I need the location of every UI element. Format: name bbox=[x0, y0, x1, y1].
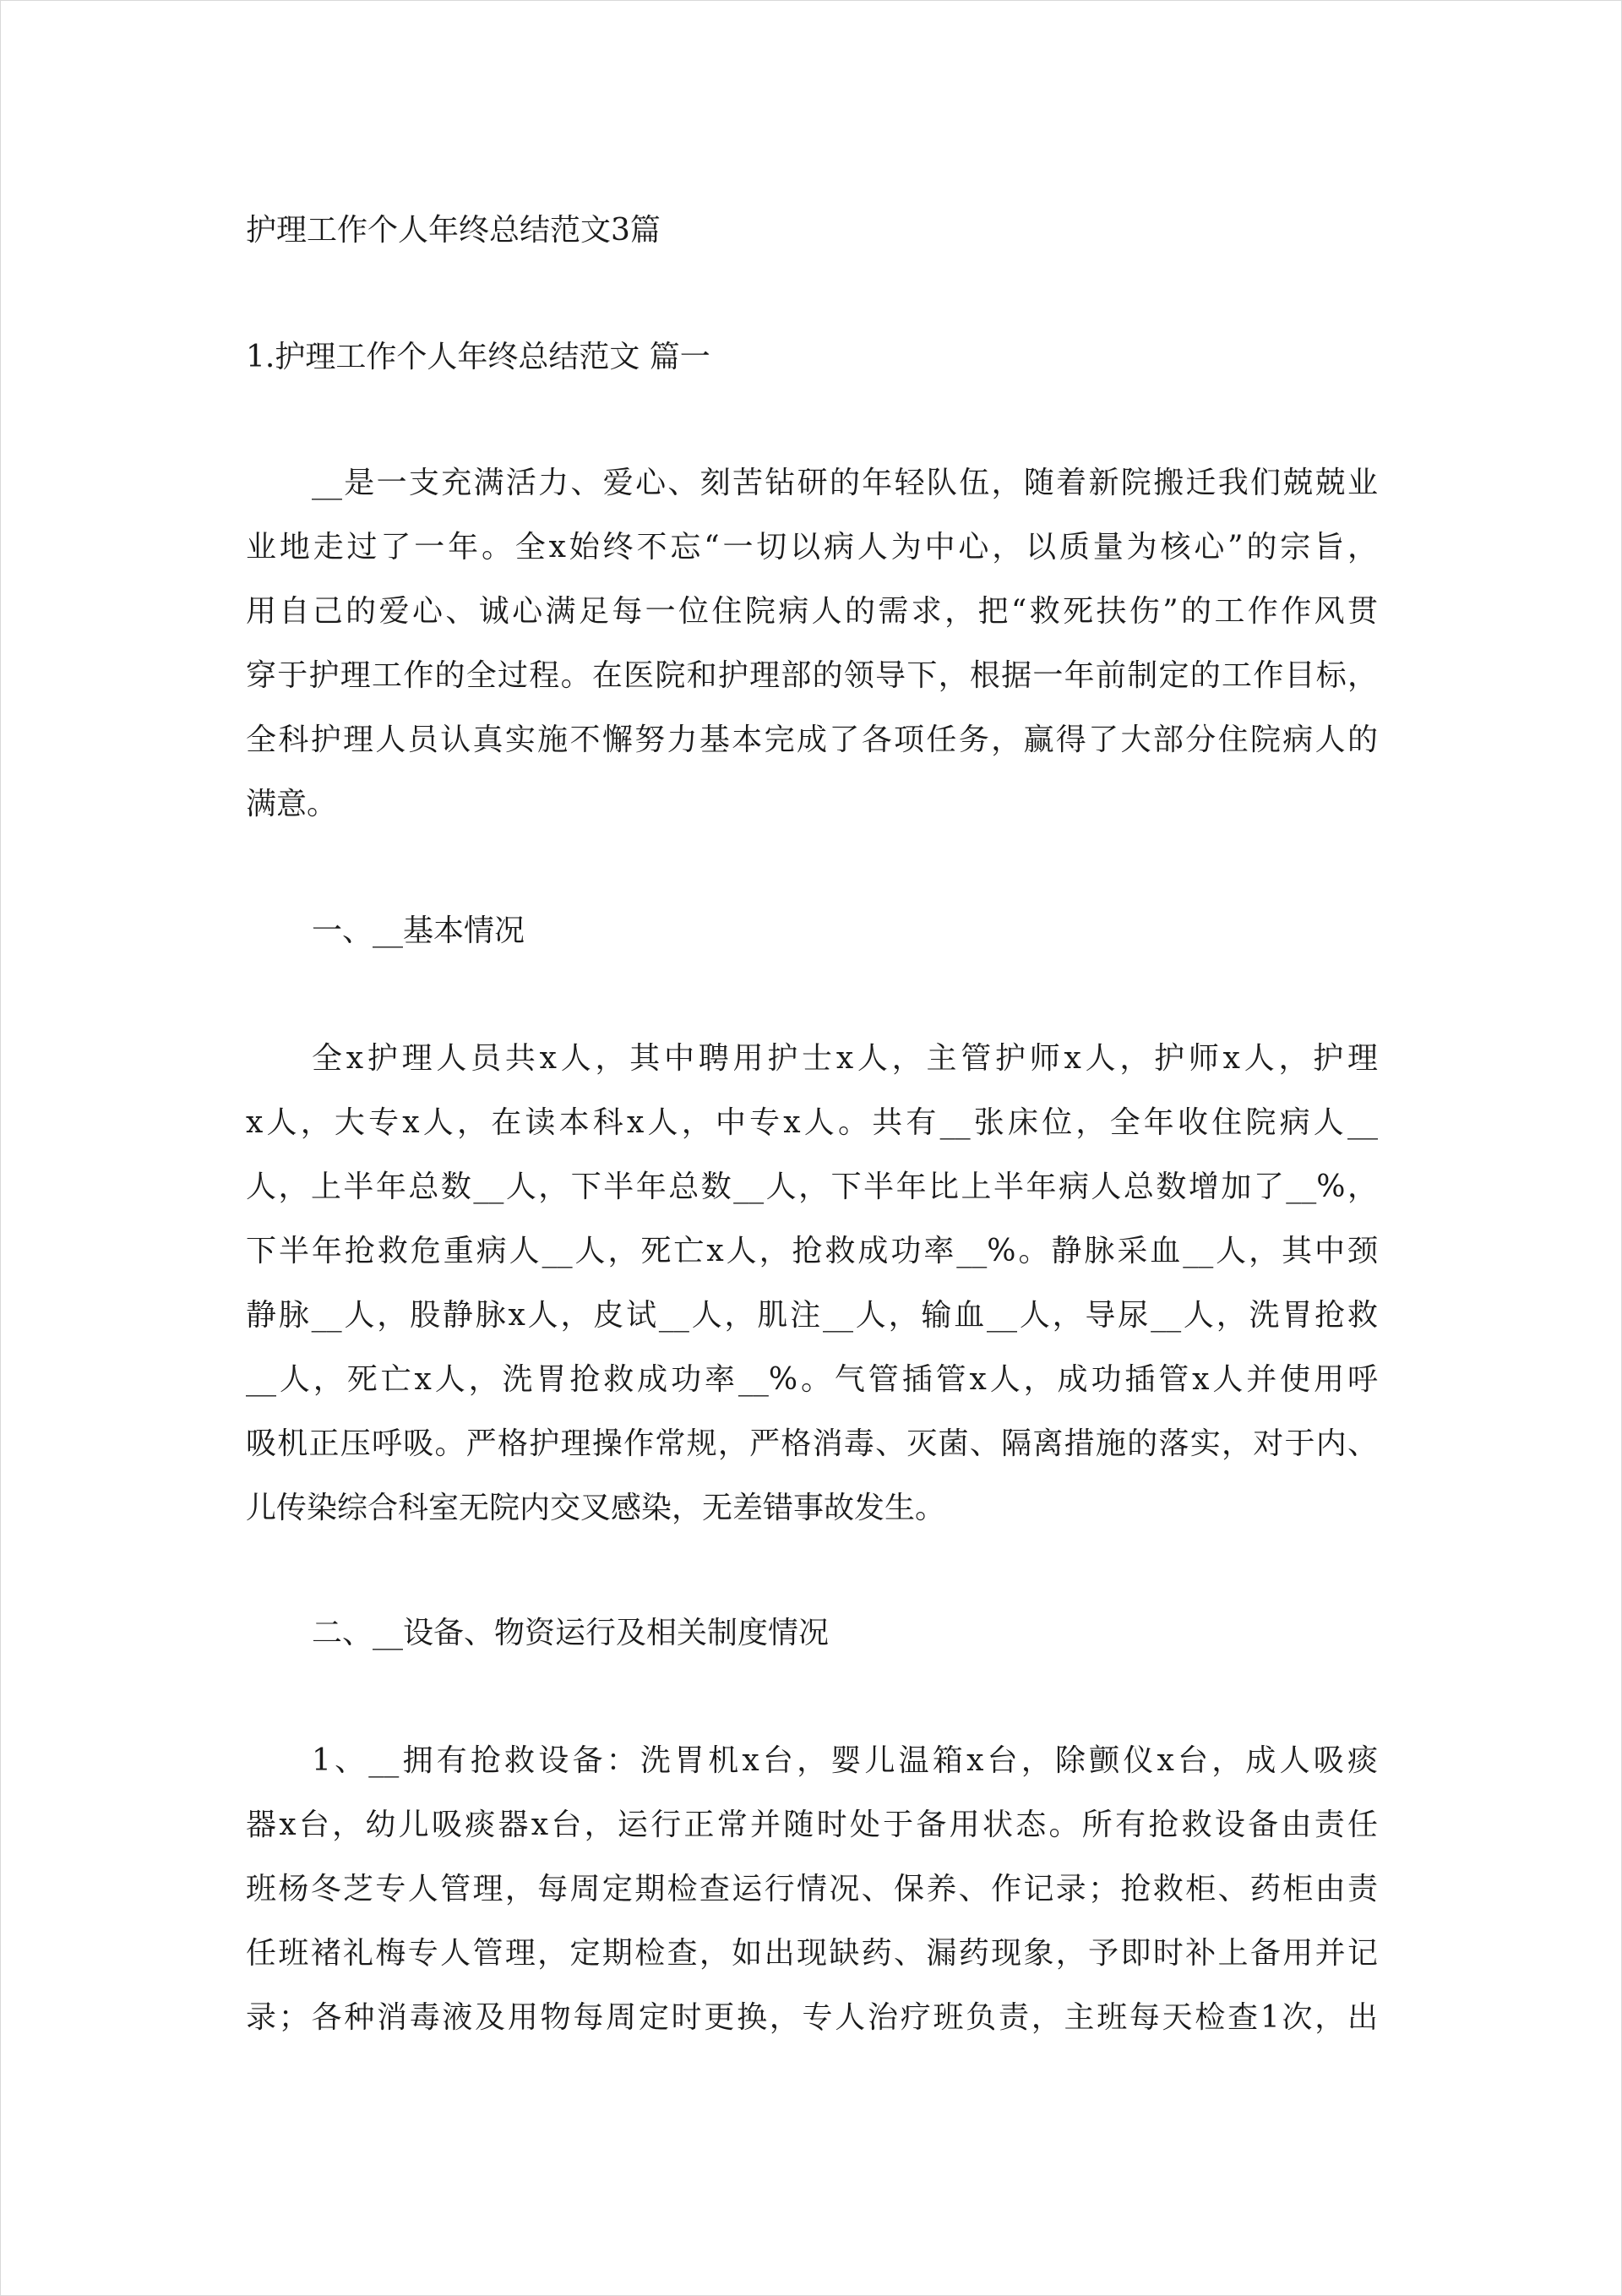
paragraph-line: 儿传染综合科室无院内交叉感染，无差错事故发生。 bbox=[246, 1491, 946, 1525]
paragraph-line: 录；各种消毒液及用物每周定时更换，专人治疗班负责，主班每天检查1次，出 bbox=[246, 2000, 1378, 2035]
paragraph-line: 业地走过了一年。全x始终不忘“一切以病人为中心，以质量为核心”的宗旨， bbox=[246, 530, 1378, 564]
paragraph-line: 人，上半年总数__人，下半年总数__人，下半年比上半年病人总数增加了__%， bbox=[246, 1170, 1378, 1204]
paragraph-line: 任班褚礼梅专人管理，定期检查，如出现缺药、漏药现象，予即时补上备用并记 bbox=[246, 1936, 1378, 1971]
paragraph-line: x人，大专x人，在读本科x人，中专x人。共有__张床位，全年收住院病人__ bbox=[246, 1105, 1378, 1140]
paragraph-line: 班杨冬芝专人管理，每周定期检查运行情况、保养、作记录；抢救柜、药柜由责 bbox=[246, 1872, 1378, 1906]
section-heading: 1.护理工作个人年终总结范文 篇一 bbox=[246, 340, 710, 374]
paragraph-line: 满意。 bbox=[246, 787, 338, 821]
subheading: 二、__设备、物资运行及相关制度情况 bbox=[312, 1616, 830, 1650]
paragraph-line: 穿于护理工作的全过程。在医院和护理部的领导下，根据一年前制定的工作目标， bbox=[246, 658, 1378, 693]
paragraph-line: __人，死亡x人，洗胃抢救成功率__%。气管插管x人，成功插管x人并使用呼 bbox=[246, 1362, 1378, 1397]
paragraph-line: 全科护理人员认真实施不懈努力基本完成了各项任务，赢得了大部分住院病人的 bbox=[246, 723, 1378, 757]
paragraph-line: 全x护理人员共x人，其中聘用护士x人，主管护师x人，护师x人，护理 bbox=[312, 1041, 1378, 1076]
paragraph-line: 1、__拥有抢救设备：洗胃机x台，婴儿温箱x台，除颤仪x台，成人吸痰 bbox=[312, 1743, 1378, 1778]
paragraph-line: __是一支充满活力、爱心、刻苦钻研的年轻队伍，随着新院搬迁我们兢兢业 bbox=[312, 466, 1378, 500]
paragraph-line: 用自己的爱心、诚心满足每一位住院病人的需求，把“救死扶伤”的工作作风贯 bbox=[246, 594, 1378, 629]
document-title: 护理工作个人年终总结范文3篇 bbox=[246, 213, 661, 248]
paragraph-line: 下半年抢救危重病人__人，死亡x人，抢救成功率__%。静脉采血__人，其中颈 bbox=[246, 1234, 1378, 1268]
paragraph-line: 器x台，幼儿吸痰器x台，运行正常并随时处于备用状态。所有抢救设备由责任 bbox=[246, 1808, 1378, 1842]
paragraph-line: 静脉__人，股静脉x人，皮试__人，肌注__人，输血__人，导尿__人，洗胃抢救 bbox=[246, 1298, 1378, 1333]
subheading: 一、__基本情况 bbox=[312, 913, 525, 948]
paragraph-line: 吸机正压呼吸。严格护理操作常规，严格消毒、灭菌、隔离措施的落实，对于内、 bbox=[246, 1426, 1378, 1461]
